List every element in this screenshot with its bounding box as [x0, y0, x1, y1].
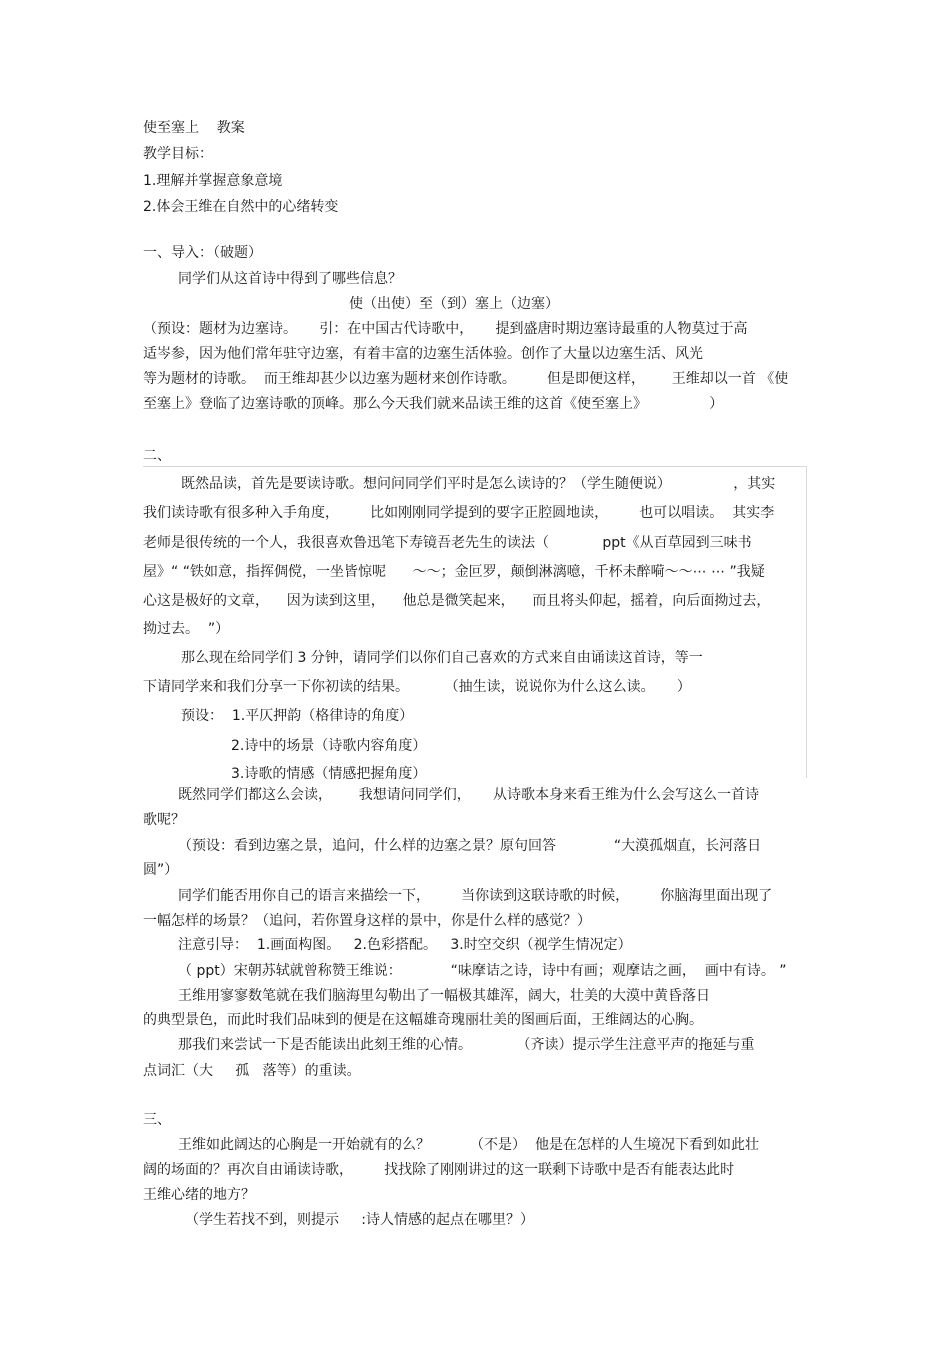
section1-paragraph-line: 适岑参，因为他们常年驻守边塞，有着丰富的边塞生活体验。创作了大量以边塞生活、风光 [143, 346, 703, 362]
section2-paragraph-line: 既然同学们都这么会读， 我想请问同学们， 从诗歌本身来看王维为什么会写这么一首诗 [178, 787, 759, 803]
section2-box-line: 那么现在给同学们 3 分钟，请同学们以你们自己喜欢的方式来自由诵读这首诗，等一 [181, 650, 703, 666]
section1-breakdown: 使（出使）至（到）塞上（边塞） [349, 296, 559, 312]
section2-box-line: 预设： 1.平仄押韵（格律诗的角度） [181, 708, 414, 724]
section1-paragraph-line: 等为题材的诗歌。 而王维却甚少以边塞为题材来创作诗歌。 但是即便这样， 王维却以一首 《使 [143, 371, 789, 387]
section2-paragraph-line: 的典型景色，而此时我们品味到的便是在这幅雄奇瑰丽壮美的图画后面，王维阔达的心胸。 [143, 1012, 703, 1028]
section1-heading: 一、导入：（破题） [143, 245, 262, 261]
section2-paragraph-line: 一幅怎样的场景？（追问，若你置身这样的景中，你是什么样的感觉？） [143, 913, 591, 929]
section1-paragraph-line: （预设：题材为边塞诗。 引：在中国古代诗歌中， 提到盛唐时期边塞诗最重的人物莫过于高 [143, 321, 748, 337]
section3-paragraph-line: 王维心绪的地方？ [143, 1187, 255, 1203]
goal-item: 2.体会王维在自然中的心绪转变 [143, 199, 339, 215]
goals-label: 教学目标： [143, 146, 213, 162]
section2-paragraph-line: 歌呢？ [143, 812, 185, 828]
section2-box-line: 屋》“ “铁如意，指挥倜傥，一坐皆惊呢 ～～；金叵罗，颠倒淋漓噫，千杯未醉嗬～～⋯ ⋯ ”我疑 [143, 564, 765, 580]
section3-paragraph-line: 王维如此阔达的心胸是一开始就有的么？ （不是） 他是在怎样的人生境况下看到如此壮 [178, 1137, 759, 1153]
section2-paragraph-line: 注意引导： 1.画面构图。 2.色彩搭配。 3.时空交织（视学生情况定） [178, 937, 632, 953]
section2-box-line: 我们读诗歌有很多种入手角度， 比如刚刚同学提到的要字正腔圆地读， 也可以唱读。 其实李 [143, 505, 775, 521]
section2-paragraph-line: 圆”） [143, 862, 179, 878]
section2-paragraph-line: （ ppt）宋朝苏轼就曾称赞王维说： “味摩诘之诗，诗中有画；观摩诘之画， 画中有诗。 ” [178, 963, 787, 979]
section3-paragraph-line: （学生若找不到，则提示 :诗人情感的起点在哪里？） [185, 1212, 534, 1228]
section2-box-line: 老师是很传统的一个人，我很喜欢鲁迅笔下寿镜吾老先生的读法（ ppt《从百草园到三味书 [143, 535, 752, 551]
section2-box-line: 拗过去。 ”） [143, 621, 230, 637]
section2-paragraph-line: 点词汇（大 孤 落等）的重读。 [143, 1063, 361, 1079]
section1-paragraph-line: 至塞上》登临了边塞诗歌的顶峰。那么今天我们就来品读王维的这首《使至塞上》 ） [143, 396, 724, 412]
goal-item: 1.理解并掌握意象意境 [143, 173, 283, 189]
section2-box-line: 既然品读，首先是要读诗歌。想问问同学们平时是怎么读诗的？（学生随便说） ，其实 [181, 476, 776, 492]
section2-box-line: 下请同学来和我们分享一下你初读的结果。 （抽生读，说说你为什么这么读。 ） [143, 679, 691, 695]
section2-box-line: 心这是极好的文章， 因为读到这里， 他总是微笑起来， 而且将头仰起，摇着，向后面拗过去， [143, 593, 771, 609]
document-title: 使至塞上 教案 [143, 120, 245, 136]
section2-box-line: 3.诗歌的情感（情感把握角度） [231, 766, 427, 782]
section1-question: 同学们从这首诗中得到了哪些信息？ [178, 271, 402, 287]
section2-paragraph-line: 王维用寥寥数笔就在我们脑海里勾勒出了一幅极其雄浑，阔大，壮美的大漠中黄昏落日 [178, 988, 710, 1004]
section2-paragraph-line: （预设：看到边塞之景，追问，什么样的边塞之景？原句回答 “大漠孤烟直，长河落日 [178, 838, 762, 854]
section3-paragraph-line: 阔的场面的？再次自由诵读诗歌， 找找除了刚刚讲过的这一联剩下诗歌中是否有能表达此时 [143, 1162, 735, 1178]
section3-heading: 三、 [143, 1112, 171, 1128]
section2-paragraph-line: 同学们能否用你自己的语言来描绘一下， 当你读到这联诗歌的时候， 你脑海里面出现了 [178, 888, 773, 904]
section2-box-line: 2.诗中的场景（诗歌内容角度） [231, 738, 427, 754]
section2-heading: 二、 [143, 448, 171, 464]
section2-paragraph-line: 那我们来尝试一下是否能读出此刻王维的心情。 （齐读）提示学生注意平声的拖延与重 [178, 1037, 755, 1053]
